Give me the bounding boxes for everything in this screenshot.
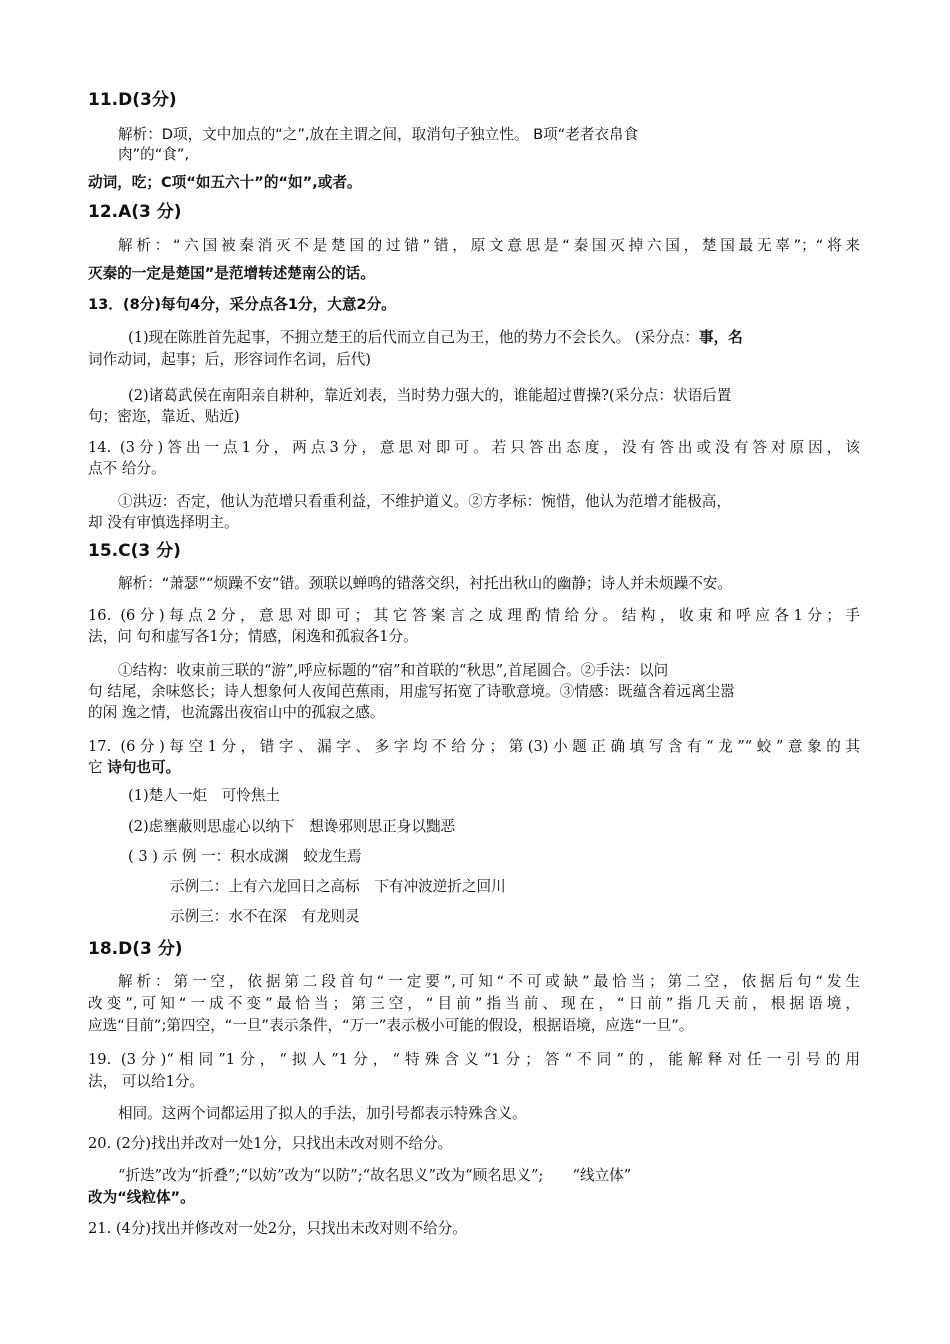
q13-sentence-1-line-1: [128, 328, 743, 348]
q11-analysis-line-3: 动词，吃；C项“如五六十”的“如”,或者。: [88, 174, 362, 191]
q14-scoring-line-2: 点不 给分。: [88, 460, 166, 477]
q16-answer-line-3: 的闲 逸之情，也流露出夜宿山中的孤寂之感。: [88, 704, 385, 721]
q14-answer-line-2: 却 没有审慎选择明主。: [88, 514, 239, 531]
q20-scoring: 20. (2分)找出并改对一处1分，只找出未改对则不给分。: [88, 1135, 453, 1152]
q19-answer: 相同。这两个词都运用了拟人的手法，加引号都表示特殊含义。: [118, 1105, 527, 1122]
q12-heading: 12.A(3 分): [88, 202, 182, 222]
q15-heading: 15.C(3 分): [88, 541, 181, 561]
q21-scoring: 21. (4分)找出并修改对一处2分，只找出未改对则不给分。: [88, 1220, 467, 1237]
q15-analysis: 解析：“萧瑟”“烦躁不安”错。颈联以蝉鸣的错落交织，衬托出秋山的幽静；诗人并未烦躁不安。: [118, 575, 732, 592]
q18-analysis-line-3: 应选“目前”;第四空，“一旦”表示条件，“万一”表示极小可能的假设，根据语境，应选“一旦”。: [88, 1017, 694, 1034]
q11-heading: 11.D(3分): [88, 90, 177, 110]
q18-heading: 18.D(3 分): [88, 939, 183, 959]
q14-answer-line-1: ①洪迈：否定，他认为范增只看重利益，不维护道义。②方孝标：惋惜，他认为范增才能极高，: [118, 493, 731, 510]
q17-scoring-line-2-text: 它: [88, 759, 108, 776]
q12-analysis-line-2: 灭秦的一定是楚国”是范增转述楚南公的话。: [88, 265, 375, 282]
q19-scoring-line-1: 19. (3分)“相同”1分，“拟人”1分，“特殊含义”1分；答“不同”的，能解释对任一引号的用: [88, 1051, 860, 1068]
q17-answer-3-example-2: 示例二：上有六龙回日之高标 下有冲波逆折之回川: [170, 878, 506, 895]
q17-answer-2: (2)虑壅蔽则思虚心以纳下 想谗邪则思正身以黜恶: [128, 818, 456, 835]
q13-sentence-1-line-2: 词作动词，起事；后，形容词作名词，后代): [88, 351, 371, 368]
q17-scoring-line-1: 17. (6分)每空1分，错字、漏字、多字均不给分；第(3)小题正确填写含有“龙”“蛟”意象的其: [88, 738, 860, 755]
q14-scoring-line-1: 14. (3分)答出一点1分，两点3分，意思对即可。若只答出态度，没有答出或没有答对原因，该: [88, 439, 860, 456]
q12-analysis-line-1: 解析：“六国被秦消灭不是楚国的过错”错，原文意思是“秦国灭掉六国，楚国最无辜”；“将来: [118, 237, 860, 254]
q13-scoring-rule: 13．(8分)每句4分，采分点各1分，大意2分。: [88, 296, 396, 313]
q11-analysis-line-1: 解析：D项，文中加点的“之”,放在主谓之间，取消句子独立性。 B项“老者衣帛食: [118, 126, 639, 143]
q16-answer-line-1: ①结构：收束前三联的“游”,呼应标题的“宿”和首联的“秋思”,首尾圆合。②手法：以问: [118, 662, 669, 679]
q19-scoring-line-2: 法， 可以给1分。: [88, 1073, 205, 1090]
q11-analysis-line-2: 肉”的“食”,: [118, 146, 190, 163]
q13-sentence-1-text: (1)现在陈胜首先起事，不拥立楚王的后代而立自己为王，他的势力不会长久。 (采分点：: [128, 329, 699, 346]
q17-scoring-line-2-bold: 诗句也可。: [107, 759, 181, 776]
q18-analysis-line-1: 解析：第一空，依据第二段首句“一定要”,可知“不可或缺”最恰当；第二空，依据后句“发生: [118, 973, 860, 990]
q13-sentence-1-bold: 事，名: [698, 329, 743, 346]
q17-scoring-line-2: [88, 758, 180, 778]
q13-sentence-2-line-2: 句；密迩，靠近、贴近): [88, 408, 240, 425]
q17-answer-3-example-3: 示例三：水不在深 有龙则灵: [170, 908, 360, 925]
q17-answer-3-example-1: ( 3 ) 示 例 一：积水成渊 蛟龙生焉: [128, 848, 362, 865]
q13-sentence-2-line-1: (2)诸葛武侯在南阳亲自耕种，靠近刘表，当时势力强大的，谁能超过曹操?(采分点：状语后置: [128, 387, 732, 404]
q16-answer-line-2: 句 结尾，余味悠长；诗人想象何人夜闻芭蕉雨，用虚写拓宽了诗歌意境。③情感：既蕴含着远离尘嚣: [88, 683, 735, 700]
q16-scoring-line-2: 法，问 句和虚写各1分；情感，闲逸和孤寂各1分。: [88, 628, 418, 645]
q18-analysis-line-2: 改变”,可知“一成不变”最恰当；第三空，“目前”指当前、现在，“日前”指几天前，根据语境，: [88, 995, 860, 1012]
q17-answer-1: (1)楚人一炬 可怜焦土: [128, 787, 281, 804]
q20-answer-line-1: “折迭”改为“折叠”;“以妨”改为“以防”;“故名思义”改为“顾名思义”; “线立体”: [118, 1167, 632, 1184]
q16-scoring-line-1: 16. (6分)每点2分，意思对即可；其它答案言之成理酌情给分。结构，收束和呼应各1分；手: [88, 607, 860, 624]
q20-answer-line-2: 改为“线粒体”。: [88, 1189, 195, 1206]
